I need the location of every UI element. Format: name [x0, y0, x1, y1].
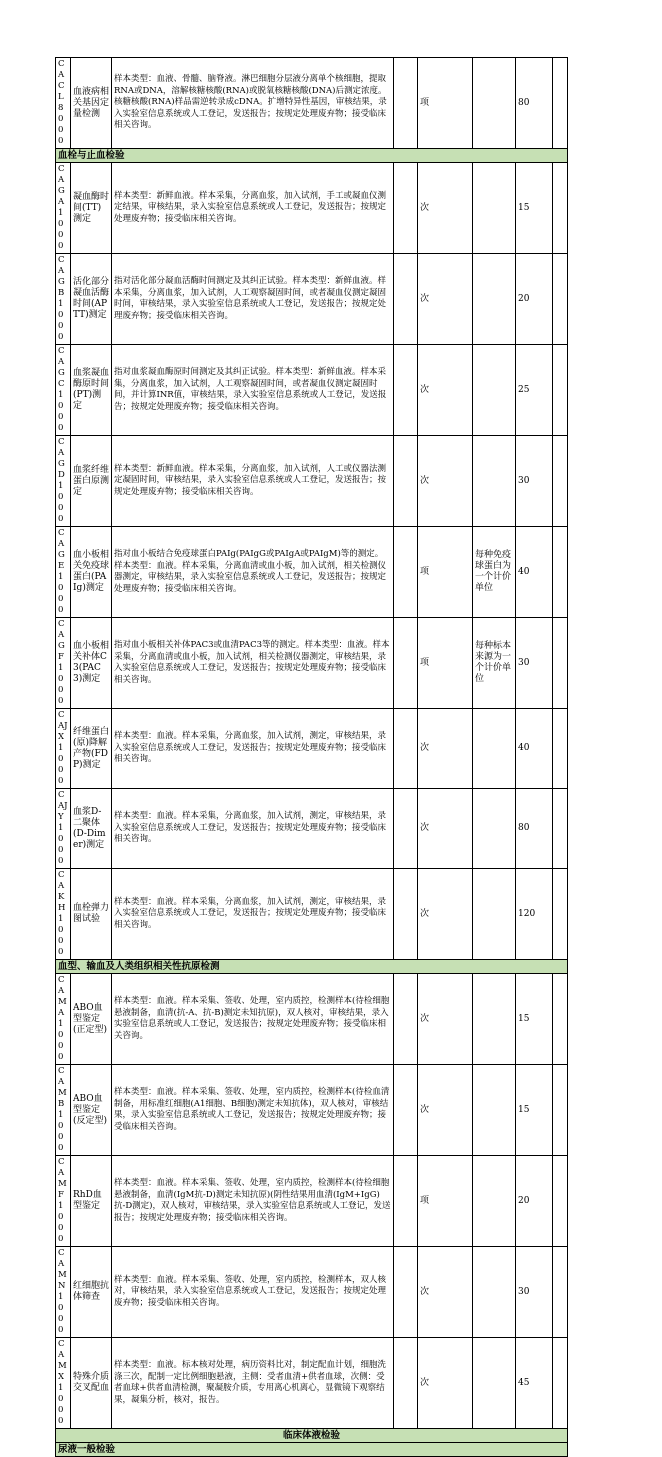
item-note: [473, 1065, 516, 1156]
table-row: [56, 58, 568, 149]
empty-cell: [394, 1065, 418, 1156]
item-code: CAM A10 00: [56, 974, 71, 1065]
item-name: 凝血酶时间(TT)测定: [71, 163, 112, 254]
table-row: [56, 1338, 568, 1429]
empty-cell: [394, 869, 418, 960]
table-body: [56, 58, 568, 1457]
item-unit: 次: [418, 345, 473, 436]
item-unit: 项: [418, 618, 473, 709]
item-description: 样本类型：血液。样本采集、签收、处理，室内质控，检测样本(待检细胞悬液制备，血清(IgM抗-D)测定未知抗原)(阴性结果用血清(IgM+IgG)抗-D测定)，双人核对，审核结果，录入实验室信息系统或人工登记，发送报告；按规定处理废弃物；接受临床相关咨询。: [112, 1156, 394, 1247]
item-code: CAM B10 00: [56, 1065, 71, 1156]
item-description: 指对血浆凝血酶原时间测定及其纠正试验。样本类型：新鲜血液。样本采集，分离血浆，加入试剂，人工观察凝固时间，或者凝血仪测定凝固时间，并计算INR值，审核结果，录入实验室信息系统或人工登记，发送报告；按规定处理废弃物；接受临床相关咨询。: [112, 345, 394, 436]
item-price: 20: [516, 254, 553, 345]
item-unit: 项: [418, 58, 473, 149]
item-code: CAG A10 00: [56, 163, 71, 254]
item-unit: 次: [418, 709, 473, 789]
item-code: CAG F10 00: [56, 618, 71, 709]
table-row: [56, 709, 568, 789]
item-description: 样本类型：血液。标本核对处理，病历资料比对，制定配血计划，细胞洗涤三次，配制一定比例细胞悬液，主侧：受者血清+供者血球，次侧：受者血球+供者血清检测，聚凝胺介质，专用离心机离心，显微镜下观察结果，凝集分析，核对，报告。: [112, 1338, 394, 1429]
table-row: [56, 1065, 568, 1156]
item-unit: 次: [418, 254, 473, 345]
table-row: [56, 1156, 568, 1247]
item-price: 30: [516, 618, 553, 709]
item-name: RhD血型鉴定: [71, 1156, 112, 1247]
item-name: 血浆凝血酶原时间(PT)测定: [71, 345, 112, 436]
item-unit: 次: [418, 1338, 473, 1429]
item-note: 每种免疫球蛋白为一个计价单位: [473, 527, 516, 618]
item-note: [473, 974, 516, 1065]
item-name: 特殊介质交叉配血: [71, 1338, 112, 1429]
item-code: CAM X10 00: [56, 1338, 71, 1429]
empty-cell: [553, 527, 568, 618]
item-code: CAC L80 00: [56, 58, 71, 149]
empty-cell: [553, 163, 568, 254]
item-code: CAM F10 00: [56, 1156, 71, 1247]
section-header-row: [56, 149, 568, 163]
table-row: [56, 618, 568, 709]
empty-cell: [553, 789, 568, 869]
item-code: CAK H10 00: [56, 869, 71, 960]
item-name: 血小板相关免疫球蛋白(PAIg)测定: [71, 527, 112, 618]
empty-cell: [553, 58, 568, 149]
item-code: CAJ X10 00: [56, 709, 71, 789]
item-description: 样本类型：血液。样本采集，分离血浆，加入试剂，测定，审核结果，录入实验室信息系统或人工登记，发送报告；按规定处理废弃物；接受临床相关咨询。: [112, 789, 394, 869]
item-price: 120: [516, 869, 553, 960]
item-note: [473, 1156, 516, 1247]
item-unit: 次: [418, 1247, 473, 1338]
item-unit: 次: [418, 789, 473, 869]
item-price: 45: [516, 1338, 553, 1429]
item-unit: 项: [418, 1156, 473, 1247]
table-row: [56, 345, 568, 436]
item-name: 纤维蛋白(原)降解产物(FDP)测定: [71, 709, 112, 789]
item-description: 样本类型：新鲜血液。样本采集，分离血浆，加入试剂，人工或仪器法测定凝固时间，审核结果，录入实验室信息系统或人工登记，发送报告；按规定处理废弃物；接受临床相关咨询。: [112, 436, 394, 527]
item-price: 15: [516, 974, 553, 1065]
item-unit: 次: [418, 974, 473, 1065]
fee-schedule-table: [55, 57, 568, 1457]
item-description: 指对血小板结合免疫球蛋白PAIg(PAIgG或PAIgA或PAIgM)等的测定。样本类型：血液。样本采集，分离血清或血小板，加入试剂，相关检测仪器测定，审核结果，录入实验室信息系统或人工登记，发送报告；按规定处理废弃物；接受临床相关咨询。: [112, 527, 394, 618]
item-description: 指对活化部分凝血活酶时间测定及其纠正试验。样本类型：新鲜血液。样本采集，分离血浆，加入试剂，人工观察凝固时间，或者凝血仪测定凝固时间，审核结果，录入实验室信息系统或人工登记，发送报告；按规定处理废弃物；接受临床相关咨询。: [112, 254, 394, 345]
empty-cell: [394, 974, 418, 1065]
item-name: 血小板相关补体C3(PAC3)测定: [71, 618, 112, 709]
empty-cell: [553, 254, 568, 345]
item-price: 80: [516, 789, 553, 869]
item-description: 样本类型：血液。样本采集，分离血浆，加入试剂，测定，审核结果，录入实验室信息系统或人工登记，发送报告；按规定处理废弃物；接受临床相关咨询。: [112, 869, 394, 960]
section-title: 尿液一般检验: [56, 1443, 568, 1457]
table-row: [56, 869, 568, 960]
item-note: [473, 163, 516, 254]
table-row: [56, 436, 568, 527]
item-name: 活化部分凝血活酶时间(APTT)测定: [71, 254, 112, 345]
empty-cell: [553, 436, 568, 527]
item-code: CAJ Y10 00: [56, 789, 71, 869]
table-row: [56, 974, 568, 1065]
item-unit: 项: [418, 527, 473, 618]
item-name: 血液病相关基因定量检测: [71, 58, 112, 149]
empty-cell: [394, 1156, 418, 1247]
empty-cell: [394, 1247, 418, 1338]
item-note: [473, 869, 516, 960]
item-code: CAG C10 00: [56, 345, 71, 436]
section-header-row: [56, 960, 568, 974]
section-header-row: [56, 1443, 568, 1457]
item-description: 样本类型：新鲜血液。样本采集，分离血浆，加入试剂，手工或凝血仪测定结果，审核结果，录入实验室信息系统或人工登记，发送报告；按规定处理废弃物；接受临床相关咨询。: [112, 163, 394, 254]
empty-cell: [394, 58, 418, 149]
section-title: 血栓与止血检验: [56, 149, 568, 163]
empty-cell: [394, 345, 418, 436]
empty-cell: [553, 709, 568, 789]
item-note: [473, 709, 516, 789]
item-description: 样本类型：血液。样本采集、签收、处理，室内质控，检测样本(待检细胞悬液制备，血清(抗-A、抗-B)测定未知抗原)，双人核对，审核结果，录入实验室信息系统或人工登记，发送报告；按规定处理废弃物；接受临床相关咨询。: [112, 974, 394, 1065]
table-row: [56, 789, 568, 869]
item-price: 30: [516, 436, 553, 527]
empty-cell: [553, 345, 568, 436]
item-note: [473, 1338, 516, 1429]
item-note: [473, 345, 516, 436]
item-note: [473, 58, 516, 149]
item-name: 血栓弹力图试验: [71, 869, 112, 960]
table-row: [56, 1247, 568, 1338]
item-note: [473, 789, 516, 869]
item-price: 20: [516, 1156, 553, 1247]
item-name: 血浆纤维蛋白原测定: [71, 436, 112, 527]
item-name: ABO血型鉴定(反定型): [71, 1065, 112, 1156]
empty-cell: [553, 869, 568, 960]
empty-cell: [394, 436, 418, 527]
section-header-row: [56, 1429, 568, 1443]
empty-cell: [394, 789, 418, 869]
item-price: 25: [516, 345, 553, 436]
item-price: 40: [516, 709, 553, 789]
item-note: [473, 1247, 516, 1338]
item-name: 红细胞抗体筛查: [71, 1247, 112, 1338]
item-price: 80: [516, 58, 553, 149]
item-note: [473, 254, 516, 345]
empty-cell: [553, 618, 568, 709]
empty-cell: [394, 709, 418, 789]
table-row: [56, 527, 568, 618]
item-code: CAG E10 00: [56, 527, 71, 618]
empty-cell: [394, 254, 418, 345]
empty-cell: [553, 1247, 568, 1338]
item-note: 每种标本来源为一个计价单位: [473, 618, 516, 709]
section-title: 临床体液检验: [56, 1429, 568, 1443]
item-code: CAG D10 00: [56, 436, 71, 527]
item-unit: 次: [418, 869, 473, 960]
item-unit: 次: [418, 1065, 473, 1156]
item-price: 15: [516, 163, 553, 254]
item-price: 15: [516, 1065, 553, 1156]
item-description: 样本类型：血液、骨髓、脑脊液。淋巴细胞分层液分离单个核细胞，提取RNA或DNA，溶解核糖核酸(RNA)或脱氧核糖核酸(DNA)后测定浓度。核糖核酸(RNA)样品需逆转录成cDNA。扩增特异性基因，审核结果，录入实验室信息系统或人工登记，发送报告；按规定处理废弃物；接受临床相关咨询。: [112, 58, 394, 149]
empty-cell: [553, 1156, 568, 1247]
empty-cell: [394, 1338, 418, 1429]
empty-cell: [394, 618, 418, 709]
empty-cell: [394, 527, 418, 618]
item-name: 血浆D-二聚体(D-Dimer)测定: [71, 789, 112, 869]
item-description: 样本类型：血液。样本采集、签收、处理，室内质控，检测样本，双人核对，审核结果，录入实验室信息系统或人工登记，发送报告；按规定处理废弃物；接受临床相关咨询。: [112, 1247, 394, 1338]
item-code: CAG B10 00: [56, 254, 71, 345]
table-row: [56, 163, 568, 254]
item-price: 30: [516, 1247, 553, 1338]
item-price: 40: [516, 527, 553, 618]
table-row: [56, 254, 568, 345]
item-unit: 次: [418, 436, 473, 527]
empty-cell: [553, 1338, 568, 1429]
item-description: 样本类型：血液。样本采集、签收、处理，室内质控，检测样本(待检血清制备，用标准红细胞(A1细胞、B细胞)测定未知抗体)，双人核对，审核结果，录入实验室信息系统或人工登记，发送报告；按规定处理废弃物；接受临床相关咨询。: [112, 1065, 394, 1156]
item-name: ABO血型鉴定(正定型): [71, 974, 112, 1065]
empty-cell: [394, 163, 418, 254]
item-description: 指对血小板相关补体PAC3或血清PAC3等的测定。样本类型：血液。样本采集，分离血清或血小板，加入试剂，相关检测仪器测定，审核结果，录入实验室信息系统或人工登记，发送报告；按规定处理废弃物；接受临床相关咨询。: [112, 618, 394, 709]
item-unit: 次: [418, 163, 473, 254]
item-description: 样本类型：血液。样本采集，分离血浆，加入试剂，测定，审核结果，录入实验室信息系统或人工登记，发送报告；按规定处理废弃物；接受临床相关咨询。: [112, 709, 394, 789]
empty-cell: [553, 974, 568, 1065]
section-title: 血型、输血及人类组织相关性抗原检测: [56, 960, 568, 974]
item-code: CAM N10 00: [56, 1247, 71, 1338]
empty-cell: [553, 1065, 568, 1156]
item-note: [473, 436, 516, 527]
